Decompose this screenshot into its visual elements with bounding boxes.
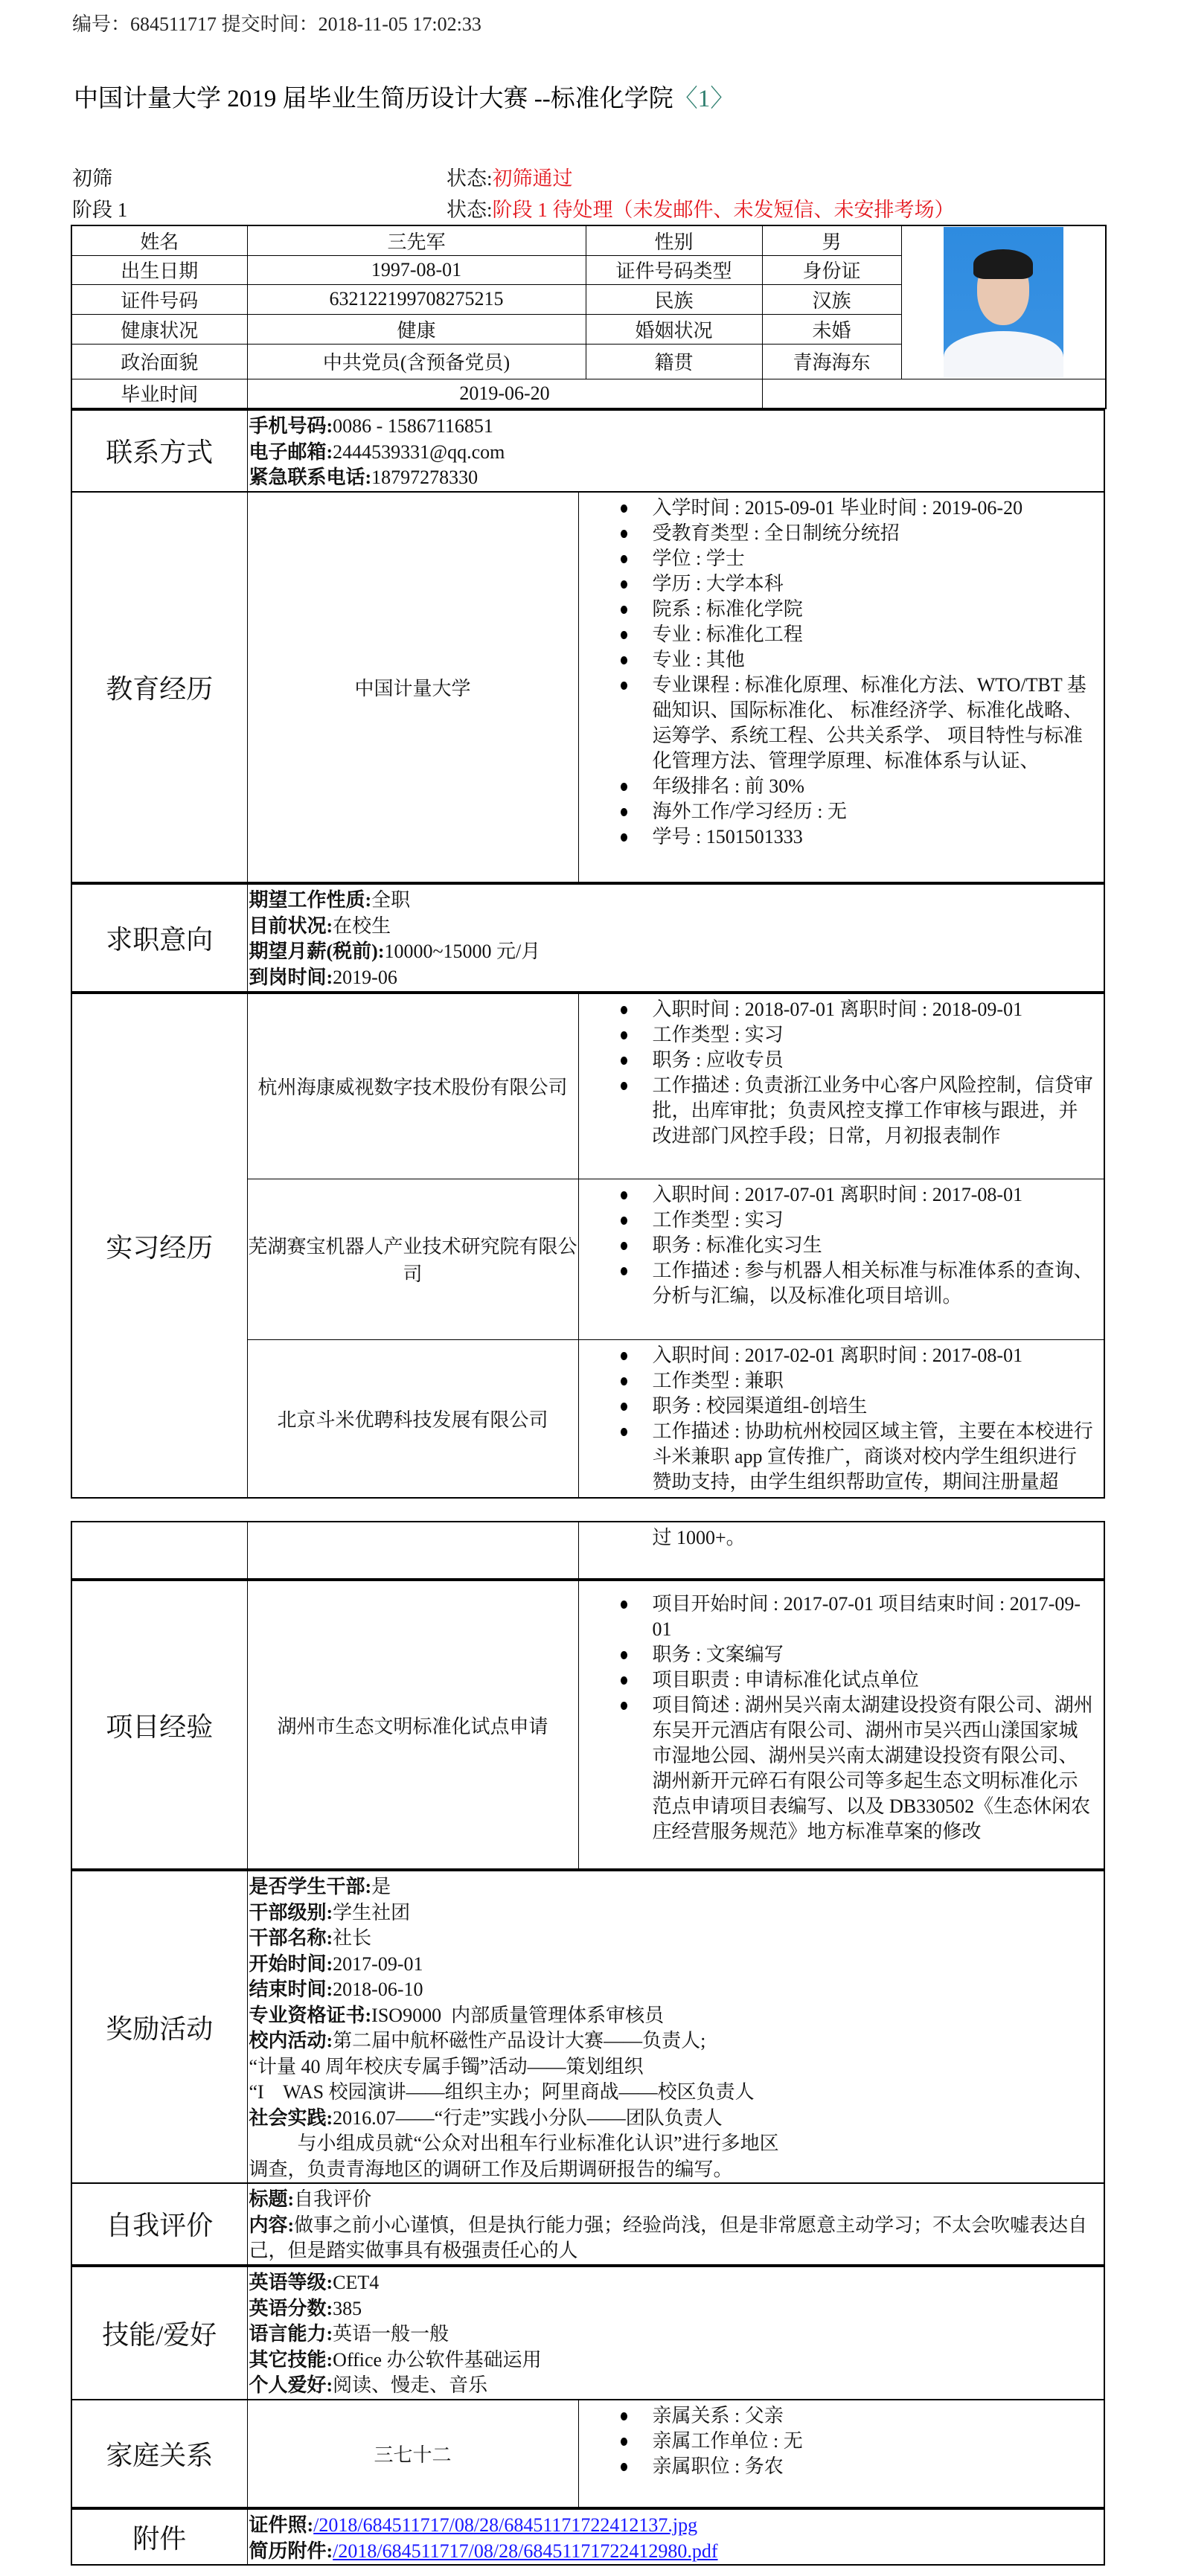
list-item: 工作描述 : 参与机器人相关标准与标准体系的查询、分析与汇编，以及标准化项目培训。	[653, 1258, 1097, 1309]
stage-name: 初筛	[72, 167, 112, 190]
skills-lines	[247, 2266, 1104, 2400]
list-item: 职务 : 文案编写	[653, 1642, 1097, 1667]
education-section	[71, 491, 1105, 883]
info-label: 标题:	[249, 2188, 295, 2210]
job-intent-section	[71, 883, 1105, 993]
stage-status	[447, 162, 573, 191]
info-line	[249, 1874, 1100, 1900]
ethnic-label: 民族	[586, 284, 762, 314]
internship-details	[579, 994, 1104, 1149]
project-name: 湖州市生态文明标准化试点申请	[247, 1580, 578, 1869]
list-item: 入职时间 : 2017-02-01 离职时间 : 2017-08-01	[653, 1343, 1097, 1368]
section-title: 联系方式	[71, 410, 247, 492]
stage-status	[447, 193, 955, 222]
info-value: 全职	[371, 889, 411, 911]
info-line	[249, 1977, 1100, 2003]
photo-cell	[901, 225, 1106, 379]
info-label: 电子邮箱:	[249, 440, 333, 463]
section-title: 家庭关系	[71, 2400, 247, 2508]
list-item: 职务 : 标准化实习生	[653, 1233, 1097, 1258]
marital-label: 婚姻状况	[586, 314, 762, 344]
section-title: 求职意向	[71, 884, 247, 992]
info-value: “I WAS 校园演讲——组织主办；阿里商战——校区负责人	[249, 2081, 755, 2103]
political-label: 政治面貌	[71, 344, 247, 379]
status-label: 状态:	[447, 167, 493, 190]
info-value: 2017-09-01	[333, 1952, 423, 1975]
info-label: 紧急联系电话:	[249, 467, 372, 488]
info-label: 干部名称:	[249, 1927, 333, 1949]
title-text: 中国计量大学 2019 届毕业生简历设计大赛 --标准化学院	[74, 86, 673, 112]
info-line	[249, 2270, 1100, 2296]
info-line	[249, 914, 1100, 940]
info-value: 自我评价	[294, 2188, 372, 2210]
list-item: 工作描述 : 协助杭州校园区域主管，主要在本校进行斗米兼职 app 宣传推广，商谈对校内学生组织进行赞助支持，由学生组织帮助宣传，期间注册量超	[653, 1419, 1097, 1495]
section-title: 项目经验	[71, 1580, 247, 1869]
info-value: CET4	[333, 2272, 380, 2293]
submission-id: 684511717	[130, 13, 217, 35]
submit-time: 2018-11-05 17:02:33	[318, 13, 481, 35]
internship-details	[579, 1179, 1104, 1309]
info-line	[249, 2348, 1100, 2374]
info-value: 2444539331@qq.com	[333, 440, 505, 463]
company-name: 北京斗米优聘科技发展有限公司	[247, 1339, 578, 1498]
info-line	[249, 2054, 1100, 2080]
list-item: 学历 : 大学本科	[653, 571, 1097, 597]
attachment-photo	[249, 2513, 1100, 2539]
company-name: 杭州海康威视数字技术股份有限公司	[247, 993, 578, 1179]
info-label: 英语分数:	[249, 2297, 333, 2319]
idno-value: 632122199708275215	[247, 284, 586, 314]
personal-info-table	[71, 225, 1107, 409]
info-label: 到岗时间:	[249, 966, 333, 988]
info-line	[249, 2213, 1100, 2264]
contact-section	[71, 409, 1105, 493]
company-name: 芜湖赛宝机器人产业技术研究院有限公司	[247, 1179, 578, 1339]
idtype-label: 证件号码类型	[586, 255, 762, 284]
info-label: 语言能力:	[249, 2323, 333, 2345]
info-label: 开始时间:	[249, 1952, 333, 1975]
section-title: 奖励活动	[71, 1871, 247, 2183]
info-label: 英语等级:	[249, 2272, 333, 2293]
info-value: 385	[333, 2297, 362, 2319]
internship-details	[579, 1340, 1104, 1495]
section-title: 附件	[71, 2509, 247, 2565]
info-value: 0086 - 15867116851	[333, 415, 493, 437]
section-title: 教育经历	[71, 492, 247, 882]
school-name: 中国计量大学	[247, 492, 578, 882]
info-value: 2019-06	[333, 966, 397, 988]
gender-value: 男	[762, 225, 901, 255]
info-label: 其它技能:	[249, 2348, 333, 2371]
list-item: 专业 : 其他	[653, 647, 1097, 673]
info-value: 与小组成员就“公众对出租车行业标准化认识”进行多地区	[249, 2133, 779, 2154]
relative-name: 三七十二	[247, 2400, 578, 2508]
info-line	[249, 414, 1100, 440]
list-item: 院系 : 标准化学院	[653, 597, 1097, 622]
grad-label: 毕业时间	[71, 379, 247, 408]
contact-lines	[247, 410, 1104, 492]
attachment-resume-link[interactable]: /2018/684511717/08/28/68451171722412980.pdf	[333, 2540, 718, 2562]
attachment-lines	[247, 2509, 1104, 2565]
stage-name: 阶段 1	[72, 199, 128, 221]
list-item: 项目简述 : 湖州吴兴南太湖建设投资有限公司、湖州东吴开元酒店有限公司、湖州市吴兴西山漾国家城市湿地公园、湖州吴兴南太湖建设投资有限公司、湖州新开元碎石有限公司等多起生态文明标准化示范点申请项目表编写、以及 DB330502《生态休闲农庄经营服务规范》地方标准草案的修改	[653, 1693, 1097, 1845]
info-label: 结束时间:	[249, 1979, 333, 2000]
continued-text: 过 1000+。	[578, 1522, 1104, 1579]
list-item: 年级排名 : 前 30%	[653, 774, 1097, 799]
info-line	[249, 2373, 1100, 2399]
info-value: “计量 40 周年校庆专属手镯”活动——策划组织	[249, 2055, 644, 2077]
list-item: 学号 : 1501501333	[653, 824, 1097, 850]
info-label: 手机号码:	[249, 415, 333, 437]
grad-value: 2019-06-20	[247, 379, 762, 408]
info-line	[249, 1926, 1100, 1952]
info-value: 调查，负责青海地区的调研工作及后期调研报告的编写。	[249, 2158, 733, 2180]
birth-value: 1997-08-01	[247, 255, 586, 284]
info-label: 是否学生干部:	[249, 1876, 372, 1897]
project-section	[71, 1580, 1105, 1870]
status-value: 初筛通过	[492, 167, 573, 190]
info-value: 做事之前小心谨慎，但是执行能力强；经验尚浅，但是非常愿意主动学习；不太会吹嘘表达自己，但是踏实做事具有极强责任心的人	[249, 2214, 1088, 2261]
info-line	[249, 2187, 1100, 2213]
info-label: 专业资格证书:	[249, 2004, 372, 2026]
info-label: 校内活动:	[249, 2030, 333, 2051]
info-value: 2018-06-10	[333, 1979, 423, 2000]
self-eval-lines	[247, 2183, 1104, 2265]
list-item: 亲属职位 : 务农	[653, 2454, 1097, 2479]
list-item: 职务 : 应收专员	[653, 1048, 1097, 1073]
info-label: 期望月薪(税前):	[249, 941, 385, 962]
idtype-value: 身份证	[762, 255, 901, 284]
empty-cell	[762, 379, 1106, 408]
info-value: 18797278330	[371, 467, 479, 488]
list-item: 工作描述 : 负责浙江业务中心客户风险控制，信贷审批，出库审批；负责风控支撑工作审核与跟进，并改进部门风控手段；日常，月初报表制作	[653, 1073, 1097, 1149]
ethnic-value: 汉族	[762, 284, 901, 314]
list-item: 亲属工作单位 : 无	[653, 2429, 1097, 2454]
info-label: 个人爱好:	[249, 2374, 333, 2396]
list-item: 海外工作/学习经历 : 无	[653, 799, 1097, 824]
info-line	[249, 440, 1100, 466]
awards-lines	[247, 1871, 1104, 2183]
birth-label: 出生日期	[71, 255, 247, 284]
info-line	[249, 2131, 1100, 2157]
job-intent-lines	[247, 884, 1104, 992]
list-item: 入学时间 : 2015-09-01 毕业时间 : 2019-06-20	[653, 496, 1097, 521]
list-item: 入职时间 : 2017-07-01 离职时间 : 2017-08-01	[653, 1182, 1097, 1208]
attachment-photo-link[interactable]: /2018/684511717/08/28/68451171722412137.jpg	[313, 2514, 698, 2536]
list-item: 专业 : 标准化工程	[653, 622, 1097, 647]
info-line	[249, 1900, 1100, 1926]
project-details	[579, 1581, 1104, 1845]
attachment-label: 证件照:	[249, 2514, 314, 2536]
health-label: 健康状况	[71, 314, 247, 344]
info-line	[249, 2028, 1100, 2054]
info-line	[249, 465, 1100, 491]
info-line	[249, 2003, 1100, 2029]
marital-value: 未婚	[762, 314, 901, 344]
info-line	[249, 939, 1100, 965]
native-label: 籍贯	[586, 344, 762, 379]
info-value: 学生社团	[333, 1901, 411, 1923]
submit-time-label: 提交时间：	[217, 13, 319, 35]
skills-section	[71, 2266, 1105, 2400]
info-line	[249, 965, 1100, 991]
internship-section	[71, 993, 1105, 1499]
info-line	[249, 2322, 1100, 2348]
list-item: 项目开始时间 : 2017-07-01 项目结束时间 : 2017-09-01	[653, 1592, 1097, 1642]
title-index: 〈1〉	[673, 86, 735, 112]
section-title: 技能/爱好	[71, 2266, 247, 2400]
political-value: 中共党员(含预备党员)	[247, 344, 586, 379]
info-label: 干部级别:	[249, 1901, 333, 1923]
info-label: 社会实践:	[249, 2106, 333, 2129]
internship-continuation	[71, 1521, 1105, 1580]
section-title: 实习经历	[71, 993, 247, 1498]
list-item: 工作类型 : 兼职	[653, 1368, 1097, 1394]
info-label: 目前状况:	[249, 914, 333, 937]
name-label: 姓名	[71, 225, 247, 255]
info-label: 期望工作性质:	[249, 889, 372, 911]
self-eval-section	[71, 2182, 1105, 2266]
attachment-label: 简历附件:	[249, 2540, 333, 2562]
gender-label: 性别	[586, 225, 762, 255]
education-details	[579, 493, 1104, 850]
id-photo	[944, 227, 1063, 378]
list-item: 工作类型 : 实习	[653, 1022, 1097, 1048]
awards-section	[71, 1870, 1105, 2184]
info-line	[249, 888, 1100, 914]
family-details	[579, 2400, 1104, 2479]
status-value: 阶段 1 待处理（未发邮件、未发短信、未安排考场）	[492, 199, 955, 221]
list-item: 项目职责 : 申请标准化试点单位	[653, 1667, 1097, 1693]
list-item: 受教育类型 : 全日制统分统招	[653, 521, 1097, 546]
list-item: 入职时间 : 2018-07-01 离职时间 : 2018-09-01	[653, 997, 1097, 1022]
info-value: 第二届中航杯磁性产品设计大赛——负责人;	[333, 2030, 706, 2051]
info-line	[249, 2296, 1100, 2322]
submission-info	[72, 9, 481, 36]
attachments-section	[71, 2508, 1105, 2566]
status-label: 状态:	[447, 199, 493, 221]
info-value: 2016.07——“行走”实践小分队——团队负责人	[333, 2106, 723, 2129]
info-line	[249, 2157, 1100, 2183]
idno-label: 证件号码	[71, 284, 247, 314]
info-value: Office 办公软件基础运用	[333, 2348, 542, 2371]
page-title	[74, 79, 734, 114]
list-item: 职务 : 校园渠道组-创培生	[653, 1394, 1097, 1419]
info-value: 在校生	[333, 914, 391, 937]
info-value: 阅读、慢走、音乐	[333, 2374, 488, 2396]
info-line	[249, 1952, 1100, 1978]
list-item: 工作类型 : 实习	[653, 1208, 1097, 1233]
attachment-resume	[249, 2539, 1100, 2565]
info-value: 社长	[333, 1927, 372, 1949]
list-item: 学位 : 学士	[653, 546, 1097, 571]
info-line	[249, 2106, 1100, 2132]
health-value: 健康	[247, 314, 586, 344]
info-value: 10000~15000 元/月	[384, 941, 541, 962]
info-value: 英语一般一般	[333, 2323, 449, 2345]
name-value: 三先军	[247, 225, 586, 255]
list-item: 专业课程 : 标准化原理、标准化方法、WTO/TBT 基础知识、国际标准化、 标准经济学、标准化战略、运筹学、系统工程、公共关系学、 项目特性与标准化管理方法、管理学原理、标准体系与认证、	[653, 673, 1097, 774]
info-value: 是	[371, 1876, 391, 1897]
family-section	[71, 2399, 1105, 2508]
info-value: ISO9000 内部质量管理体系审核员	[371, 2004, 665, 2026]
id-label: 编号：	[72, 13, 131, 35]
native-value: 青海海东	[762, 344, 901, 379]
list-item: 亲属关系 : 父亲	[653, 2403, 1097, 2429]
info-line	[249, 2080, 1100, 2106]
info-label: 内容:	[249, 2214, 295, 2236]
section-title: 自我评价	[71, 2183, 247, 2265]
